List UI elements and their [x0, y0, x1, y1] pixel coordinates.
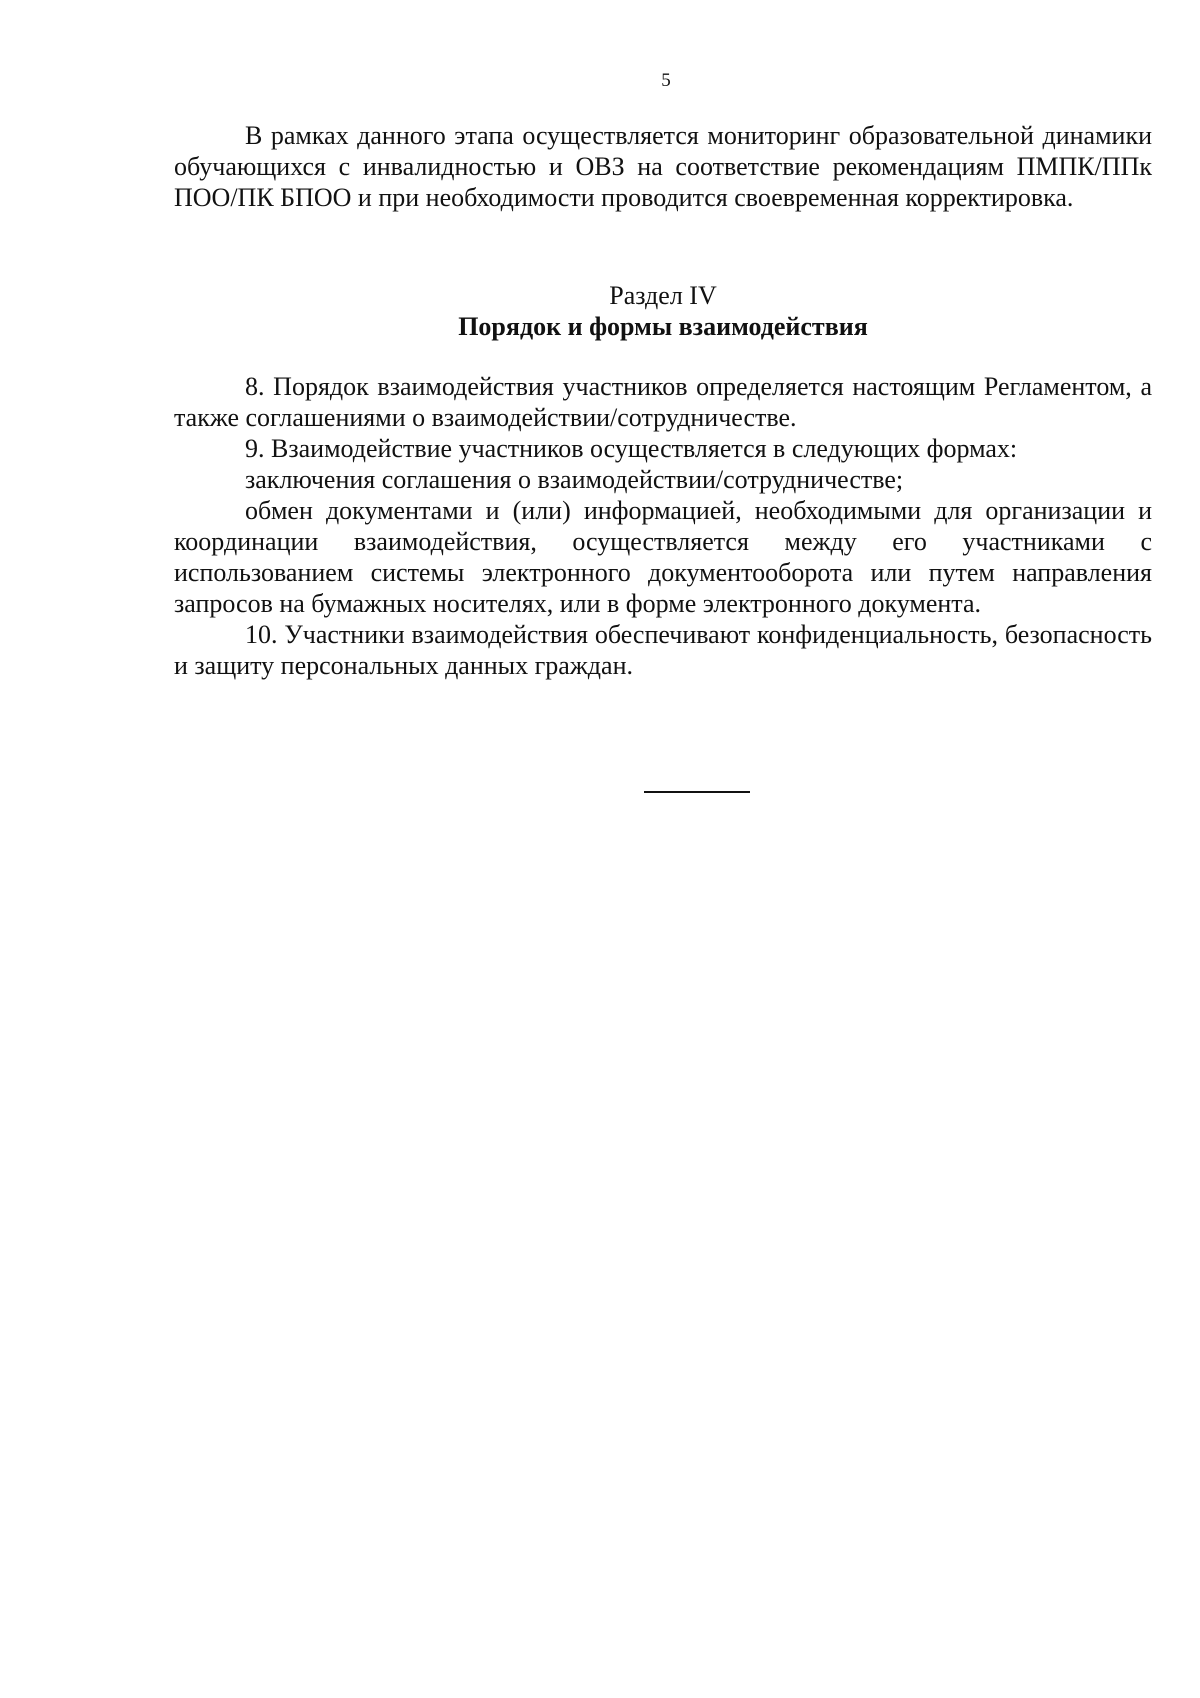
page-number: 5	[661, 70, 671, 91]
closing-divider	[644, 791, 750, 793]
section-body	[174, 371, 1152, 681]
intro-paragraph: В рамках данного этапа осуществляется мониторинг образовательной динамики обучающихся с инвалидностью и ОВЗ на соответствие рекомендациям ПМПК/ППк ПОО/ПК БПОО и при необходимости проводится своевременная корректировка.	[174, 121, 1152, 212]
paragraph-9: 9. Взаимодействие участников осуществляется в следующих формах:	[245, 434, 1018, 463]
paragraph-10: 10. Участники взаимодействия обеспечивают конфиденциальность, безопасность и защиту персональных данных граждан.	[174, 620, 1152, 680]
paragraph-9-form-agreement: заключения соглашения о взаимодействии/сотрудничестве;	[245, 465, 904, 494]
intro-block	[174, 120, 1152, 213]
section-label: Раздел IV	[609, 281, 717, 310]
section-title: Порядок и формы взаимодействия	[458, 312, 868, 341]
paragraph-8: 8. Порядок взаимодействия участников определяется настоящим Регламентом, а также соглашениями о взаимодействии/сотрудничестве.	[174, 372, 1152, 432]
section-heading	[174, 280, 1152, 342]
paragraph-9-form-exchange: обмен документами и (или) информацией, необходимыми для организации и координации взаимодействия, осуществляется между его участниками с использованием системы электронного документооборота или путем направления запросов на бумажных носителях, или в форме электронного документа.	[174, 496, 1152, 618]
